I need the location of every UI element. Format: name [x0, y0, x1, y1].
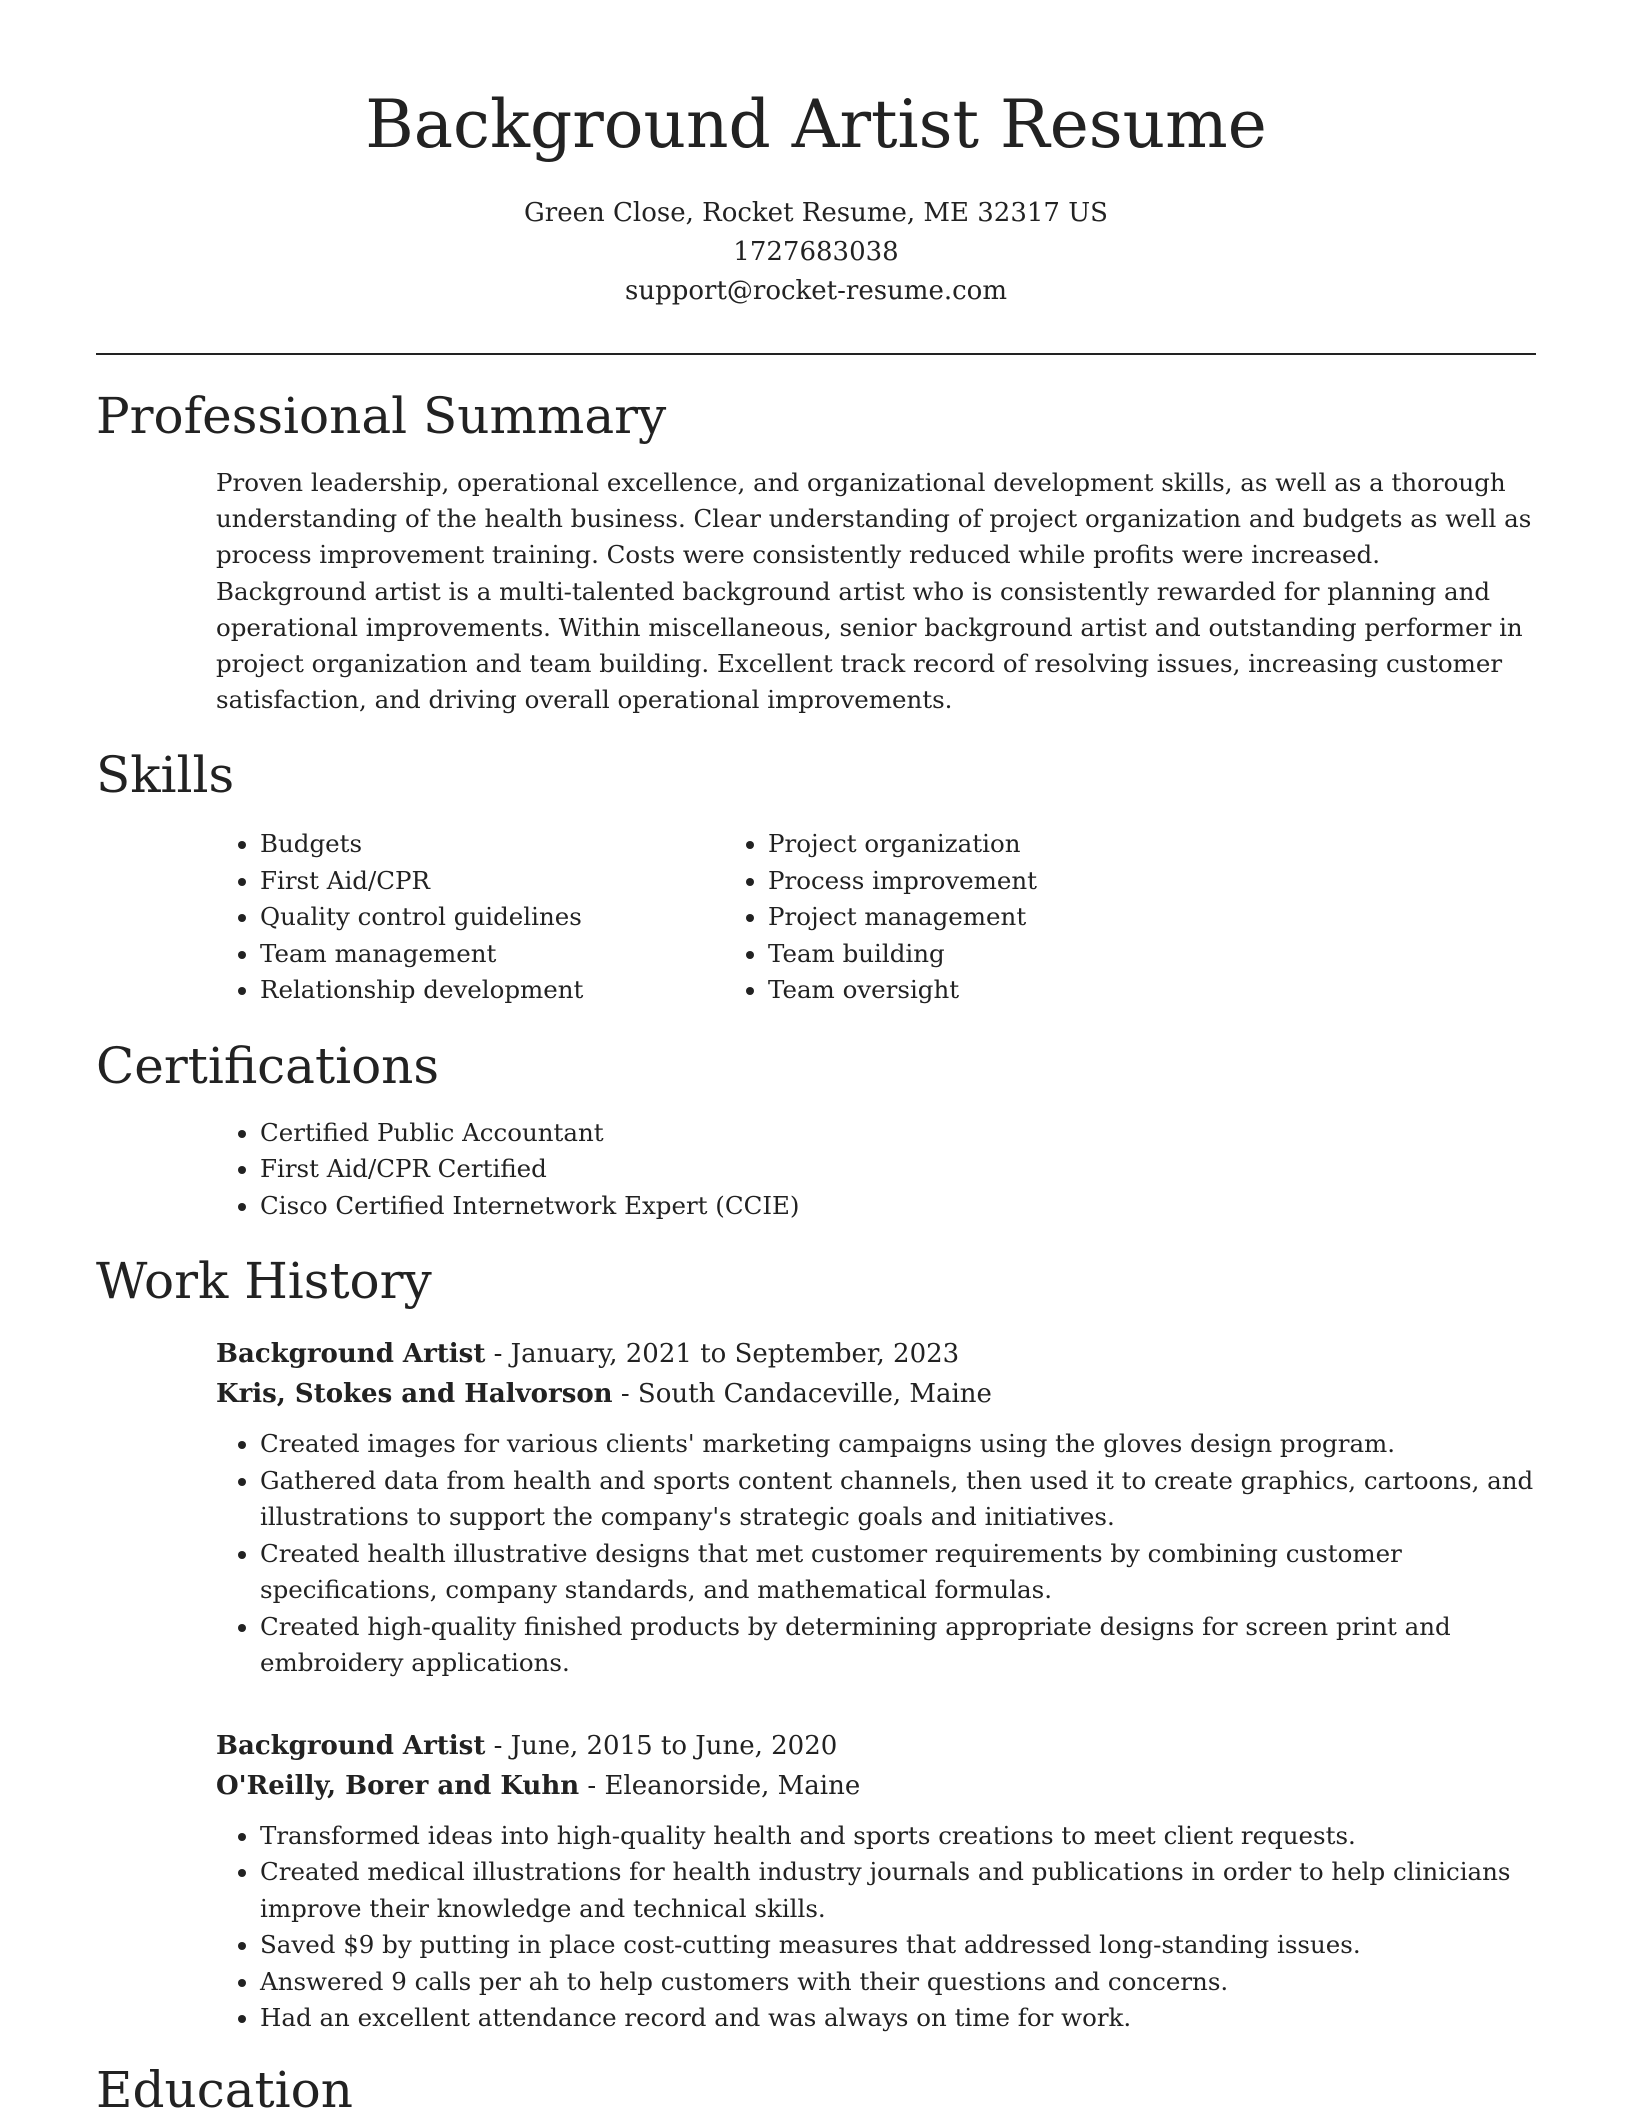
summary-section: [96, 385, 1536, 718]
skill-item: • Team building: [768, 936, 1396, 973]
skill-item: • Process improvement: [768, 863, 1396, 900]
skill-item: • First Aid/CPR: [260, 863, 746, 900]
resume-title: Background Artist Resume: [365, 86, 1267, 163]
job-bullet: • Transformed ideas into high-quality health and sports creations to meet client requests.: [260, 1818, 1536, 1855]
job-bullet: • Gathered data from health and sports content channels, then used it to create graphics, cartoons, and illustrations to support the company's strategic goals and initiatives.: [260, 1463, 1536, 1536]
skill-item: • Team management: [260, 936, 746, 973]
job-title-line: [216, 1726, 1536, 1766]
company-name: Kris, Stokes and Halvorson: [216, 1379, 613, 1410]
job-entry: [96, 1334, 1536, 1682]
education-heading: Education: [96, 2060, 353, 2119]
job-title: Background Artist: [216, 1730, 486, 1761]
job-company-line: [216, 1374, 1536, 1414]
summary-heading: Professional Summary: [96, 387, 667, 445]
job-bullet: • Created health illustrative designs that met customer requirements by combining customer specifications, company standards, and mathematical formulas.: [260, 1536, 1536, 1609]
certifications-section: [96, 1035, 1536, 1225]
skills-column-left: [96, 826, 746, 1009]
certifications-heading: Certifications: [96, 1036, 440, 1095]
phone: 1727683038: [733, 237, 899, 267]
skill-item: • Quality control guidelines: [260, 899, 746, 936]
skills-column-right: [746, 826, 1396, 1009]
skills-grid: [96, 826, 1536, 1009]
skill-item: • Project management: [768, 899, 1396, 936]
job-company-line: [216, 1766, 1536, 1806]
certification-item: • Cisco Certified Internetwork Expert (CCIE): [260, 1188, 1536, 1225]
job-dates: - January, 2021 to September, 2023: [485, 1339, 960, 1370]
job-bullet: • Created high-quality finished products by determining appropriate designs for screen print and embroidery applications.: [260, 1609, 1536, 1682]
certification-item: • First Aid/CPR Certified: [260, 1151, 1536, 1188]
skill-item: • Budgets: [260, 826, 746, 863]
job-bullet: • Created medical illustrations for health industry journals and publications in order to help clinicians improve their knowledge and technical skills.: [260, 1854, 1536, 1927]
skill-item: • Team oversight: [768, 972, 1396, 1009]
address: Green Close, Rocket Resume, ME 32317 US: [524, 198, 1108, 228]
job-title-line: [216, 1334, 1536, 1374]
job-title: Background Artist: [216, 1339, 486, 1370]
company-name: O'Reilly, Borer and Kuhn: [216, 1770, 580, 1801]
work-history-section: [96, 1250, 1536, 2037]
skill-item: • Project organization: [768, 826, 1396, 863]
skills-section: [96, 744, 1536, 1009]
job-dates: - June, 2015 to June, 2020: [485, 1730, 838, 1761]
summary-text: Proven leadership, operational excellence, and organizational development skills, as well as a thorough understanding of the health business. Clear understanding of project organization and budgets as well as process improvement training. Costs were consistently reduced while profits were increased. Background artist is a multi-talented background artist who is consistently rewarded for planning and operational improvements. Within miscellaneous, senior background artist and outstanding performer in project organization and team building. Excellent track record of resolving issues, increasing customer satisfaction, and driving overall operational improvements.: [216, 468, 1532, 715]
resume-header: [96, 0, 1536, 311]
job-entry: [96, 1726, 1536, 2037]
certification-item: • Certified Public Accountant: [260, 1115, 1536, 1152]
contact-info: [96, 194, 1536, 311]
email: support@rocket-resume.com: [624, 276, 1007, 306]
work-history-heading: Work History: [96, 1252, 432, 1311]
job-bullet: • Created images for various clients' marketing campaigns using the gloves design program.: [260, 1426, 1536, 1463]
skills-heading: Skills: [96, 746, 235, 805]
job-location: - Eleanorside, Maine: [579, 1770, 861, 1801]
job-bullet: • Answered 9 calls per ah to help customers with their questions and concerns.: [260, 1964, 1536, 2001]
skill-item: • Relationship development: [260, 972, 746, 1009]
job-bullet: • Had an excellent attendance record and was always on time for work.: [260, 2000, 1536, 2037]
job-bullet: • Saved $9 by putting in place cost-cutting measures that addressed long-standing issues.: [260, 1927, 1536, 1964]
header-divider: [96, 353, 1536, 355]
job-location: - South Candaceville, Maine: [612, 1379, 992, 1410]
